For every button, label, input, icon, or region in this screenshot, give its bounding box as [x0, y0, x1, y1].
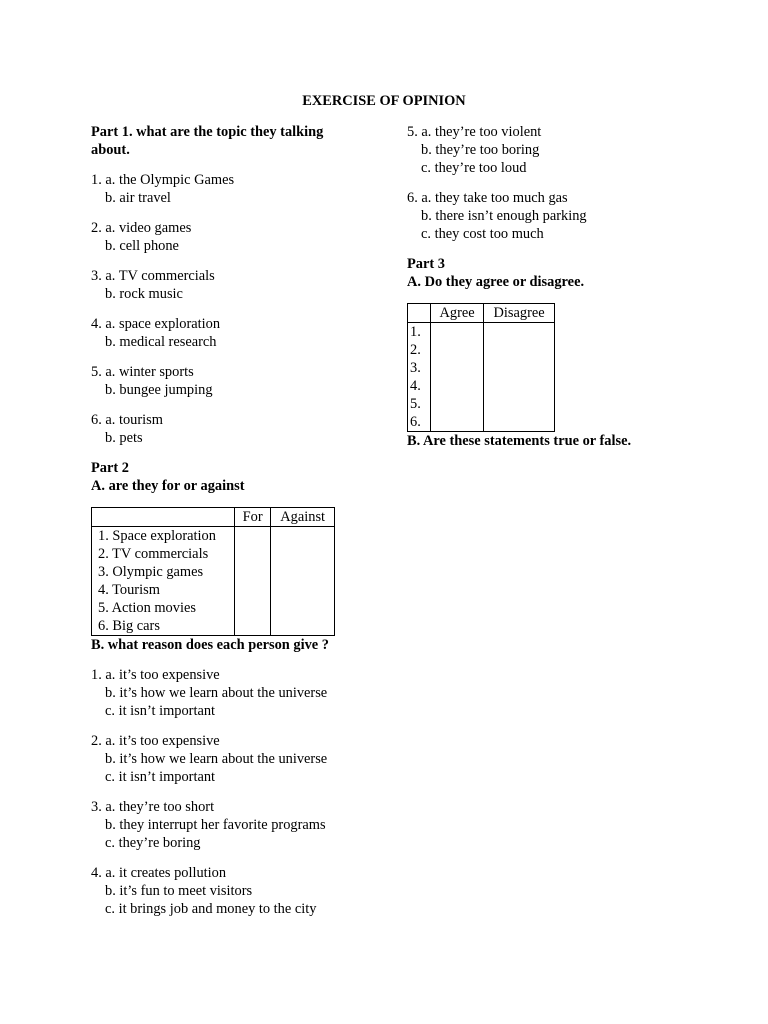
option-b: b. they’re too boring	[421, 142, 540, 158]
option-c: c. they cost too much	[421, 226, 544, 242]
part1-question-4	[91, 315, 351, 351]
part3-a-heading: A. Do they agree or disagree.	[407, 274, 585, 290]
option-a: 3. a. TV commercials	[91, 268, 215, 284]
row-number: 1.	[410, 324, 421, 340]
part2-question-5	[407, 123, 707, 177]
part2-question-4	[91, 864, 351, 918]
option-b: b. air travel	[105, 190, 171, 206]
page-title: EXERCISE OF OPINION	[302, 93, 466, 109]
part2-a-heading: A. are they for or against	[91, 478, 245, 494]
part2-question-3	[91, 798, 351, 852]
table-body-row	[92, 527, 335, 636]
part1-question-5	[91, 363, 351, 399]
part1-question-2	[91, 219, 351, 255]
agree-disagree-table	[407, 303, 555, 432]
table-item: 3. Olympic games	[98, 564, 204, 580]
table-item: 6. Big cars	[98, 618, 160, 634]
part2-b-heading: B. what reason does each person give ?	[91, 637, 329, 653]
option-a: 1. a. it’s too expensive	[91, 667, 220, 683]
table-item: 1. Space exploration	[98, 528, 216, 544]
option-c: c. they’re too loud	[421, 160, 527, 176]
option-a: 2. a. it’s too expensive	[91, 733, 220, 749]
option-c: c. they’re boring	[105, 835, 201, 851]
row-number: 3.	[410, 360, 421, 376]
row-numbers-cell	[408, 323, 431, 432]
table-header-disagree: Disagree	[484, 304, 555, 323]
row-number: 4.	[410, 378, 421, 394]
row-number: 5.	[410, 396, 421, 412]
option-b: b. it’s fun to meet visitors	[105, 883, 253, 899]
part3-title: Part 3	[407, 256, 445, 272]
option-c: c. it isn’t important	[105, 769, 216, 785]
for-answer-cell[interactable]	[235, 527, 271, 636]
part3-b-heading: B. Are these statements true or false.	[407, 433, 632, 449]
table-header-row	[92, 508, 335, 527]
part1-question-6	[91, 411, 351, 447]
option-c: c. it brings job and money to the city	[105, 901, 317, 917]
option-b: b. cell phone	[105, 238, 179, 254]
part2-question-6	[407, 189, 707, 243]
option-a: 6. a. tourism	[91, 412, 163, 428]
part2-question-2	[91, 732, 351, 786]
option-a: 1. a. the Olympic Games	[91, 172, 235, 188]
part2-question-1	[91, 666, 351, 720]
table-item: 5. Action movies	[98, 600, 196, 616]
right-column	[407, 123, 707, 450]
part2-title: Part 2	[91, 460, 129, 476]
option-b: b. there isn’t enough parking	[421, 208, 587, 224]
agree-answer-cell[interactable]	[431, 323, 484, 432]
table-header-agree: Agree	[431, 304, 484, 323]
table-item: 2. TV commercials	[98, 546, 209, 562]
table-header-row	[408, 304, 555, 323]
against-answer-cell[interactable]	[271, 527, 335, 636]
table-header-for: For	[235, 508, 271, 527]
option-b: b. bungee jumping	[105, 382, 213, 398]
part1-question-1	[91, 171, 351, 207]
items-cell	[92, 527, 235, 636]
option-a: 5. a. winter sports	[91, 364, 194, 380]
table-header-against: Against	[271, 508, 335, 527]
option-c: c. it isn’t important	[105, 703, 216, 719]
option-a: 6. a. they take too much gas	[407, 190, 568, 206]
option-a: 5. a. they’re too violent	[407, 124, 542, 140]
row-number: 6.	[410, 414, 421, 430]
table-item: 4. Tourism	[98, 582, 160, 598]
option-b: b. rock music	[105, 286, 183, 302]
part1-question-3	[91, 267, 351, 303]
option-a: 3. a. they’re too short	[91, 799, 215, 815]
part1-heading: Part 1. what are the topic they talking about.	[91, 124, 324, 158]
option-b: b. medical research	[105, 334, 217, 350]
table-body-row	[408, 323, 555, 432]
option-a: 2. a. video games	[91, 220, 192, 236]
option-b: b. it’s how we learn about the universe	[105, 751, 328, 767]
option-b: b. pets	[105, 430, 143, 446]
disagree-answer-cell[interactable]	[484, 323, 555, 432]
option-b: b. they interrupt her favorite programs	[105, 817, 326, 833]
table-header-blank	[408, 304, 431, 323]
table-header-blank	[92, 508, 235, 527]
left-column	[91, 123, 351, 930]
option-a: 4. a. space exploration	[91, 316, 221, 332]
option-a: 4. a. it creates pollution	[91, 865, 227, 881]
row-number: 2.	[410, 342, 421, 358]
for-against-table	[91, 507, 335, 636]
option-b: b. it’s how we learn about the universe	[105, 685, 328, 701]
